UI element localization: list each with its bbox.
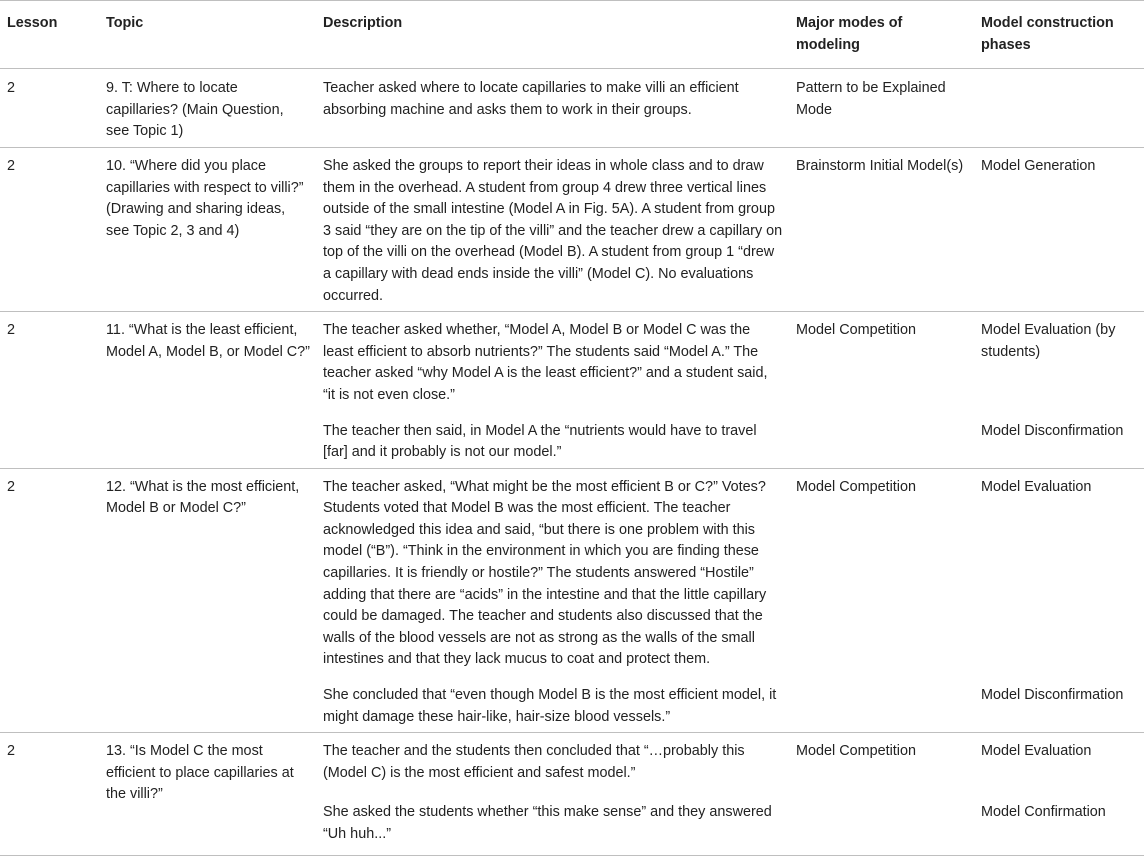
cell-description: The teacher asked, “What might be the most efficient B or C?” Votes? Students voted that Model B was the most efficient. The teacher acknowledged this idea and said, “but there is one problem with this model (“B”). “Think in the environment in which you are finding these capillaries. It is friendly or hostile?” The students answered “Hostile” adding that there are “acids” in the intestine and that the little capillary could be damaged. The teacher and students also discussed that the walls of the blood vessels are not as strong as the walls of the small intestines and that they lack mucus to coat and protect them. (316, 468, 789, 681)
table-row (0, 147, 1144, 311)
cell-lesson: 2 (0, 468, 99, 733)
cell-mode: Brainstorm Initial Model(s) (789, 147, 974, 311)
cell-description: The teacher and the students then concluded that “…probably this (Model C) is the most efficient and safest model.” (316, 733, 789, 799)
cell-sub-phase: Model Disconfirmation (981, 422, 1124, 439)
cell-description: Teacher asked where to locate capillaries to make villi an efficient absorbing machine and asks them to work in their groups. (323, 80, 739, 118)
cell-lesson: 2 (0, 147, 99, 311)
cell-phase (974, 69, 1144, 148)
cell-sub-phase: Model Disconfirmation (981, 687, 1124, 704)
cell-sub-description: She asked the students whether “this make sense” and they answered “Uh huh...” (323, 804, 772, 842)
cell-lesson: 2 (0, 312, 99, 469)
cell-topic: 11. “What is the least efficient, Model A, Model B, or Model C?” (99, 312, 316, 469)
cell-sub-description: The teacher then said, in Model A the “nutrients would have to travel [far] and it probably is not our model.” (323, 422, 757, 461)
table-row (0, 69, 1144, 148)
cell-topic: 9. T: Where to locate capillaries? (Main Question, see Topic 1) (106, 80, 284, 140)
table-body (0, 69, 1144, 855)
cell-lesson: 2 (7, 80, 16, 97)
cell-topic: 10. “Where did you place capillaries with respect to villi?” (Drawing and sharing ideas, see Topic 2, 3 and 4) (99, 147, 316, 311)
table-row (0, 468, 1144, 681)
cell-sub-phase: Model Confirmation (981, 804, 1106, 821)
cell-sub-description: She concluded that “even though Model B is the most efficient model, it might damage these hair-like, hair-size blood vessels.” (323, 687, 777, 725)
cell-description: She asked the groups to report their ideas in whole class and to draw them in the overhead. A student from group 4 drew three vertical lines outside of the small intestine (Model A in Fig. 5A). A student from group 3 said “they are on the tip of the villi” and the teacher drew a capillary on top of the villi on the overhead (Model B). A student from group 1 “drew a capillary with dead ends inside the villi” (Model C). No evaluations occurred. (316, 147, 789, 311)
table-row (0, 733, 1144, 799)
cell-topic: 12. “What is the most efficient, Model B or Model C?” (99, 468, 316, 733)
table-row (0, 312, 1144, 417)
cell-mode: Pattern to be Explained Mode (796, 80, 946, 118)
header-topic: Topic (99, 1, 316, 69)
table-header (0, 1, 1144, 69)
header-lesson: Lesson (0, 1, 99, 69)
header-phases: Model construction phases (974, 1, 1144, 69)
cell-description: The teacher asked whether, “Model A, Model B or Model C was the least efficient to absorb nutrients?” The students said “Model A.” The teacher asked “why Model A is the least efficient?” and a student said, “it is not even close.” (316, 312, 789, 417)
cell-mode: Model Competition (789, 468, 974, 733)
header-description: Description (316, 1, 789, 69)
cell-phase: Model Generation (974, 147, 1144, 311)
cell-lesson: 2 (0, 733, 99, 855)
header-row (0, 1, 1144, 69)
header-modes: Major modes of modeling (789, 1, 974, 69)
cell-phase: Model Evaluation (by students) (974, 312, 1144, 417)
cell-topic: 13. “Is Model C the most efficient to place capillaries at the villi?” (99, 733, 316, 855)
cell-mode: Model Competition (789, 312, 974, 469)
cell-phase: Model Evaluation (974, 733, 1144, 799)
cell-mode: Model Competition (789, 733, 974, 855)
cell-phase: Model Evaluation (974, 468, 1144, 681)
